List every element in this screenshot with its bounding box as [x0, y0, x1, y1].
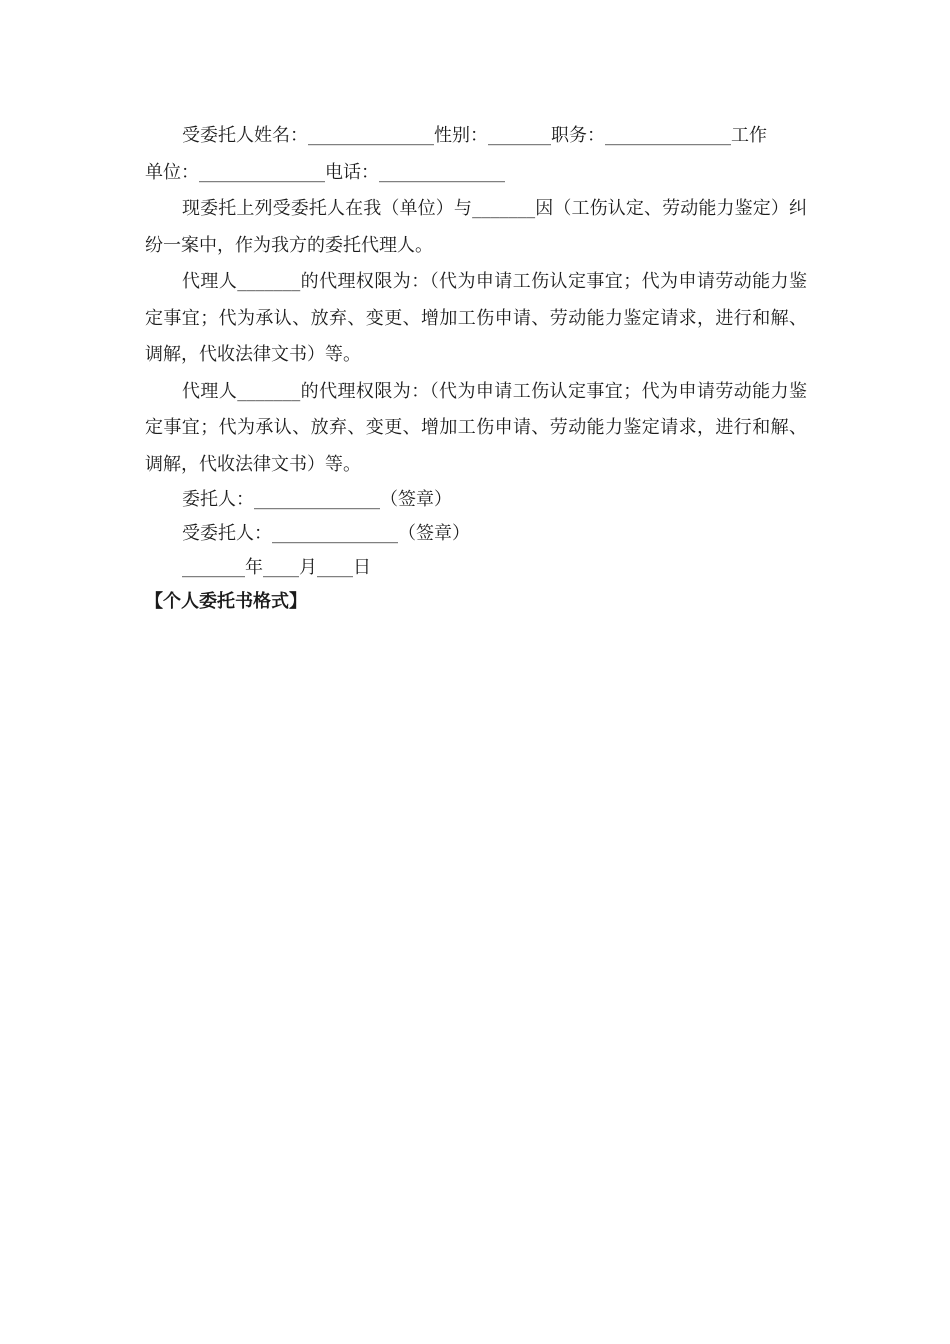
principal-signature-line: 委托人：______________（签章）	[182, 489, 452, 510]
agent-info-line-2: 单位：______________电话：______________	[145, 161, 505, 183]
agent-signature-line: 受委托人：______________（签章）	[182, 523, 470, 544]
entrustment-paragraph: 现委托上列受委托人在我（单位）与_______因（工伤认定、劳动能力鉴定）纠纷一案中，作为我方的委托代理人。	[145, 198, 807, 256]
agent-info-line-1: 受委托人姓名：______________性别：_______职务：______________工作	[182, 125, 767, 146]
authority-paragraph-1: 代理人_______的代理权限为：（代为申请工伤认定事宜；代为申请劳动能力鉴定事宜；代为承认、放弃、变更、增加工伤申请、劳动能力鉴定请求，进行和解、调解，代收法律文书）等。	[145, 271, 807, 365]
date-line: _______年____月____日	[182, 557, 371, 578]
section-heading: 【个人委托书格式】	[145, 591, 307, 612]
authority-paragraph-2: 代理人_______的代理权限为：（代为申请工伤认定事宜；代为申请劳动能力鉴定事宜；代为承认、放弃、变更、增加工伤申请、劳动能力鉴定请求，进行和解、调解，代收法律文书）等。	[145, 380, 807, 475]
document-page	[145, 118, 807, 619]
